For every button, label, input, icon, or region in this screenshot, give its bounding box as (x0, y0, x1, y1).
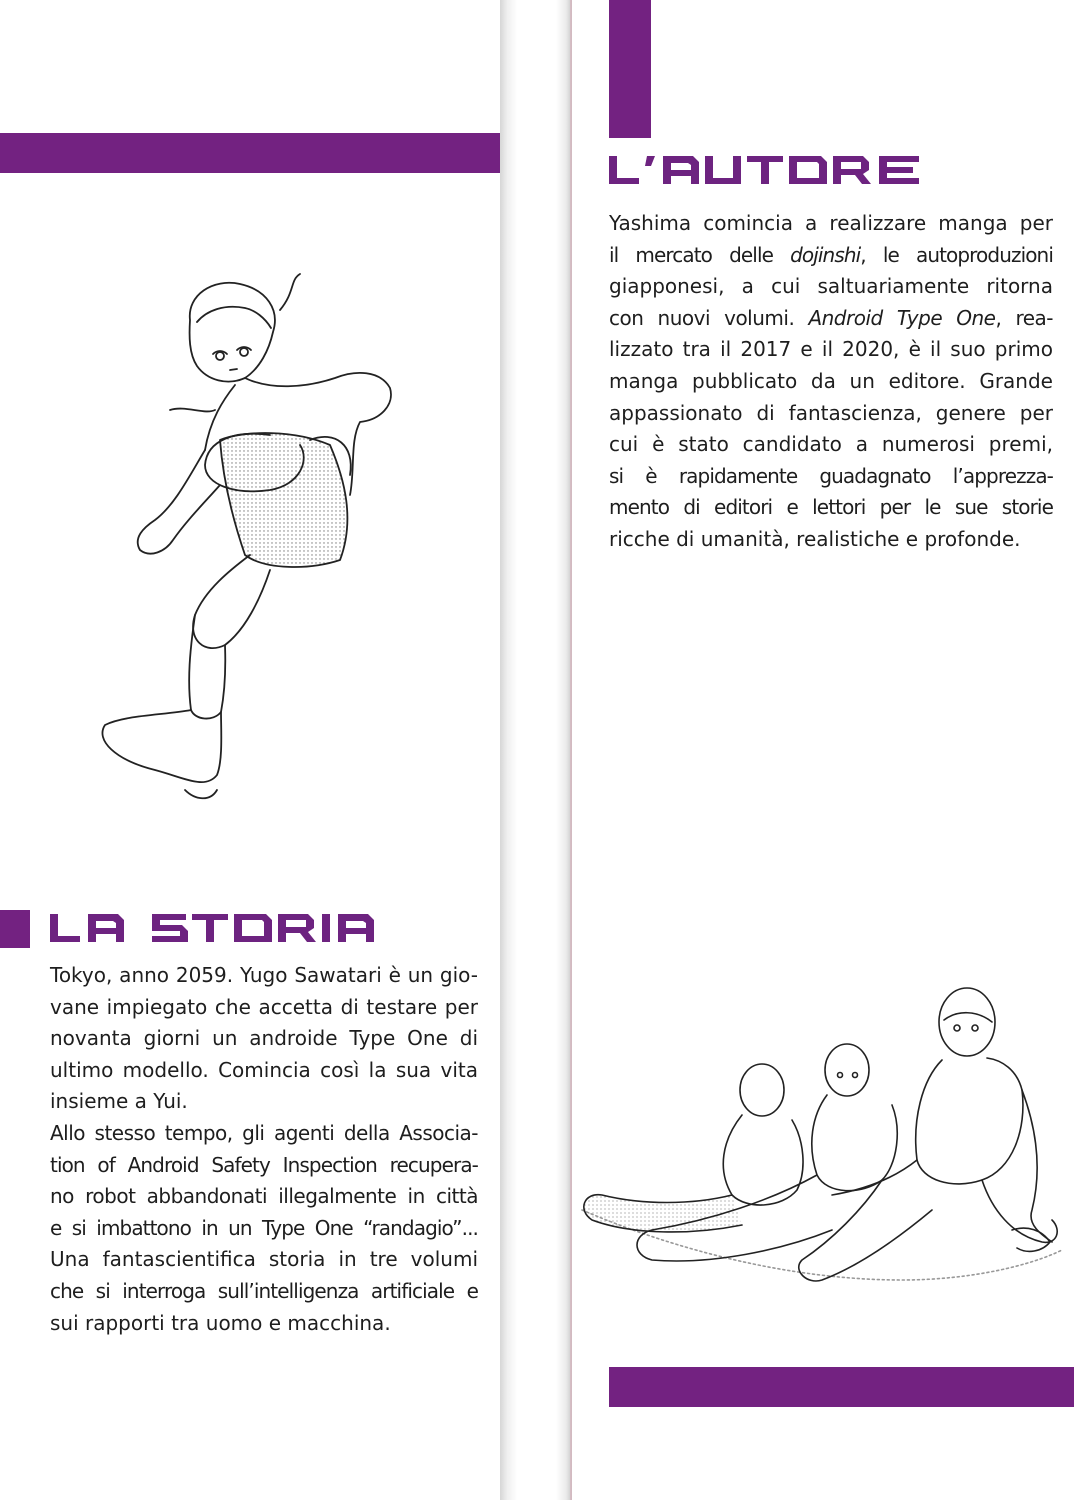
story-line: tion of Android Safety Inspection recupera- (50, 1152, 478, 1177)
story-line: vane impiegato che accetta di testare per (50, 994, 478, 1019)
story-line: Allo stesso tempo, gli agenti della Associa- (50, 1120, 478, 1145)
author-line: ricche di umanità, realistiche e profonde. (609, 526, 1021, 551)
story-line: ultimo modello. Comincia così la sua vita (50, 1057, 478, 1082)
top-accent-bar (0, 133, 500, 173)
story-line: insieme a Yui. (50, 1089, 188, 1114)
heading-lettering-autore (609, 152, 924, 188)
heading-marker-storia (0, 910, 30, 948)
heading-lettering-storia (50, 910, 380, 946)
story-line: Tokyo, anno 2059. Yugo Sawatari è un gio- (50, 963, 478, 987)
androids-group-illustration (572, 980, 1067, 1300)
author-line: con nuovi volumi. Android Type One, rea- (609, 305, 1053, 330)
story-line: sui rapporti tra uomo e macchina. (50, 1310, 391, 1335)
manga-girl-illustration (95, 270, 415, 810)
author-text (609, 208, 1053, 556)
story-line: che si interroga sull’intelligenza artificiale e (50, 1278, 478, 1303)
story-line: Una fantascientifica storia in tre volumi (50, 1247, 478, 1272)
right-page (572, 0, 1074, 1500)
story-line: e si imbattono in un Type One “randagio”... (50, 1215, 478, 1240)
author-line: il mercato delle dojinshi, le autoproduzioni (609, 242, 1053, 267)
author-line: cui è stato candidato a numerosi premi, (609, 432, 1053, 457)
author-line: manga pubblicato da un editore. Grande (609, 368, 1053, 393)
author-line: mento di editori e lettori per le sue storie (609, 495, 1053, 520)
author-line: appassionato di fantascienza, genere per (609, 400, 1053, 425)
author-line: lizzato tra il 2017 e il 2020, è il suo primo (609, 337, 1053, 362)
story-line: no robot abbandonati illegalmente in città (50, 1184, 478, 1209)
story-text (50, 960, 478, 1339)
story-line: novanta giorni un androide Type One di (50, 1026, 478, 1051)
section-heading-autore (609, 152, 924, 188)
author-line: giapponesi, a cui saltuariamente ritorna (609, 274, 1053, 299)
bottom-accent-bar (609, 1367, 1074, 1407)
left-page (0, 0, 500, 1500)
author-line: Yashima comincia a realizzare manga per (609, 211, 1053, 235)
author-line: si è rapidamente guadagnato l’apprezza- (609, 463, 1053, 488)
page-gutter (500, 0, 572, 1500)
section-heading-storia (50, 910, 380, 946)
heading-marker-autore (609, 0, 651, 138)
